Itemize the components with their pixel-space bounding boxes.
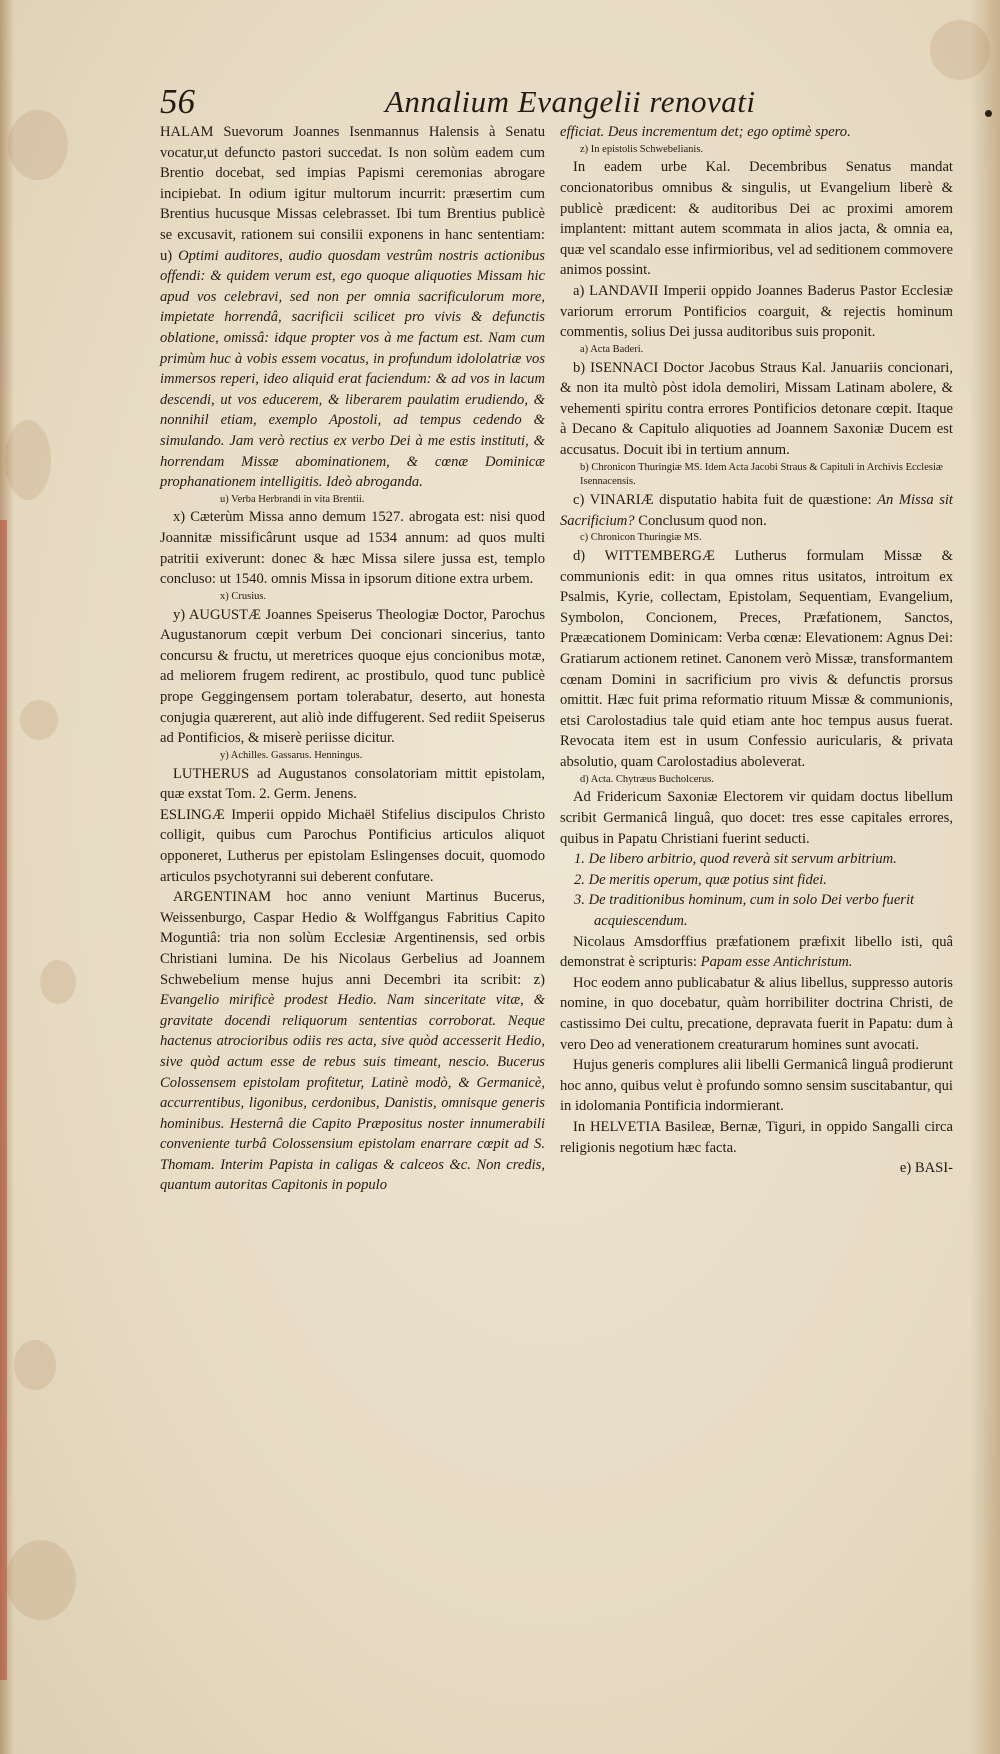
list-item: 2. De meritis operum, quæ potius sint fidei. (574, 871, 827, 888)
paragraph-hujus-generis: Hujus generis complures alii libelli Germanicâ linguâ prodierunt hoc anno, quibus velut è profundo somno sensim suscitabantur, qui in idolomania Pontificia indormierant. (560, 1057, 953, 1115)
footnote-b: b) Chronicon Thuringiæ MS. Idem Acta Jacobi Straus & Capituli in Archivis Ecclesiæ Isennacensis. (580, 461, 943, 488)
footnote-x: x) Crusius. (220, 590, 267, 602)
footnote-c: c) Chronicon Thuringiæ MS. (580, 532, 702, 544)
paragraph-wittembergae: d) WITTEMBERGÆ Lutherus formulam Missæ & communionis edit: in qua omnes ritus usitatos, introitum ex Psalmis, Kyrie, collectam, Epistolam, Sequentiam, Evangelium, Symbolon, Concionem, Preces, Præfationem, Sanctos, Prææcationem Dominicam: Verba cœnæ: Elevationem: Agnus Dei: Gratiarum actionem retinet. Canonem verò Missæ, transformantem cœnam Domini in sacrificium pro vivis & defunctis prorsus omittit. Hæc fuit prima reformatio rituum Missæ & communionis, etsi Carolostadius tale quid etiam ante hoc tempus ausus fuerat. Revocata item est in usum Confessio auricularis, & privata absolutio, quam Carolostadius aboleverat. (560, 548, 953, 771)
footnote-d: d) Acta. Chytræus Bucholcerus. (580, 773, 714, 785)
foxing-stain (8, 110, 68, 180)
footnote-u: u) Verba Herbrandi in vita Brentii. (220, 493, 365, 505)
foxing-stain (6, 1540, 76, 1620)
running-title: Annalium Evangelii renovati (385, 84, 756, 119)
paragraph-halam: HALAM Suevorum Joannes Isenmannus Halensis à Senatu vocatur,ut defuncto pastori succedat. Is non solùm eadem cum Brentio docebat, sed impias Papismi ceremonias abrogare incipiebat. In odium igitur multorum incurrit: præsertim cum Brentius hucusque Missas celebrasset. Ibi tum Brentius publicè se excusavit, rationem sui consilii exponens in hanc sententiam: u) Optimi auditores, audio quosdam vestrûm nostris actionibus offendi: & quidem verum est, ego quoque aliquoties Missam hic apud vos celebravi, sed non per omnia sacrificulorum more, impietate horrendâ, sacrificii scilicet pro vivis & defunctis oblatione, omissâ: idque propter vos à me factum est. Nam cum primùm huc à vobis essem vocatus, in profundum idololatriæ vos immersos reperi, ideo aliquid erat faciendum: & ad vos in lacum descendi, ut vos educerem, & liberarem paulatim erudiendo, & nonnihil etiam, exemplo Apostoli, ad tempus cedendo & simulando. Jam verò rectius ex verbo Dei à me estis instituti, & horrendam Missæ abominationem, & cœnæ Dominicæ prophanationem intelligitis. Ideò abroganda. (160, 124, 545, 491)
paragraph-vinariae: c) VINARIÆ disputatio habita fuit de quæstione: An Missa sit Sacrificium? Conclusum quod non. (560, 492, 953, 529)
foxing-stain (5, 420, 51, 500)
paragraph-missa-abrogata: x) Cæterùm Missa anno demum 1527. abrogata est: nisi quod Joannitæ missificârunt usque ad 1534 annum: ad quos multi patritii exiverunt: donec & hæc Missa silere jussa est, templo concluso: ut 1540. omnis Missa in ipsorum ditione extra urbem. (160, 509, 545, 588)
footnote-z: z) In epistolis Schwebelianis. (580, 143, 704, 155)
catchword: e) BASI- (899, 1160, 953, 1177)
paragraph-isennaci: b) ISENNACI Doctor Jacobus Straus Kal. Januariis concionari, & non ita multò pòst idola demoliri, Missam Latinam abolere, & vehementi spiritu contra errores Pontificios detonare cœpit. Itaque à Decano & Capitulo aliquoties ad Joannem Saxoniæ Ducem est accusatus. Docuit ibi in tertium annum. (560, 359, 953, 458)
paragraph-hoc-eodem: Hoc eodem anno publicabatur & alius libellus, suppresso autoris nomine, in quo docebatur, quàm horribiliter doctrina Christi, de castissimo Dei cultu, precatione, depravata fuerit in Papatu: dum à vero Deo ad venerationem creaturarum homines sunt avocati. (560, 974, 953, 1053)
gerbelius-quote: Evangelio mirificè prodest Hedio. Nam sinceritate vitæ, & gravitate docendi reliquorum sententias corroborat. Neque hactenus atrocioribus odiis res acta, sive quòd accesserit Hedio, sive quòd actum esse de rebus suis timeant, nescio. Bucerus Colossensem epistolam profitetur, Latinè modò, & Germanicè, accurrentibus, ligonibus, cerdonibus, Danistis, omnisque generis hominibus. Hesternâ die Capito Præpositus noster innumerabili conveniente turbâ Colossensium epistolam enarrare cœpit ad S. Thomam. Interim Papista in caligas & calceos &c. Non credis, quantum autoritas Capitonis in populo (160, 992, 545, 1194)
footnote-a: a) Acta Baderi. (580, 343, 644, 355)
foxing-stain (14, 1340, 56, 1390)
list-item: 3. De traditionibus hominum, cum in solo Dei verbo fuerit acquiescendum. (574, 892, 915, 929)
paragraph-eslingae: ESLINGÆ Imperii oppido Michaël Stifelius discipulos Christo colligit, quibus cum Parochus Pontificius articulos aliquot opponeret, Lutherus per epistolam Eslingenses docuit, quomodo articulos psychotyranni sui deberent confutare. (160, 806, 545, 885)
brentius-quote: Optimi auditores, audio quosdam vestrûm nostris actionibus offendi: & quidem verum est, ego quoque aliquoties Missam hic apud vos celebravi, sed non per omnia sacrificulorum more, impietate horrendâ, sacrificii scilicet pro vivis & defunctis oblatione, omissâ: idque propter vos à me factum est. Nam cum primùm huc à vobis essem vocatus, in profundum idololatriæ vos immersos reperi, ideo aliquid erat faciendum: & ad vos in lacum descendi, ut vos educerem, & liberarem paulatim erudiendo, & nonnihil etiam, exemplo Apostoli, ad tempus cedendo & simulando. Jam verò rectius ex verbo Dei à me estis instituti, & horrendam Missæ abominationem, & cœnæ Dominicæ prophanationem intelligitis. Ideò abroganda. (160, 247, 545, 491)
foxing-stain (20, 700, 58, 740)
paragraph-helvetia: In HELVETIA Basileæ, Bernæ, Tiguri, in oppido Sangalli circa religionis negotium hæc facta. (560, 1118, 953, 1156)
page-number: 56 (160, 82, 195, 121)
right-column (560, 122, 953, 1179)
page-edge-shadow-right (970, 0, 1000, 1754)
paragraph-augustae: y) AUGUSTÆ Joannes Speiserus Theologiæ Doctor, Parochus Augustanorum cœpit verbum Dei concionari sincerius, tanto concursu & fructu, ut meretrices quoque ejus concionibus motæ, ad meliorem frugem redirent, ac prostibulo, quod tunc publicè prope Geggingensem portam tolerabatur, deserto, aut honesta conjugia quærerent, aut aliò inde diffugerent. Sed rediit Speiserus ad Pontificios, & miserè periisse dicitur. (160, 606, 545, 747)
foxing-stain (930, 20, 990, 80)
quote-continuation: efficiat. Deus incrementum det; ego optimè spero. (560, 124, 851, 140)
paragraph-amsdorffius: Nicolaus Amsdorffius præfationem præfixit libello isti, quâ demonstrat è scripturis: Papam esse Antichristum. (560, 933, 953, 971)
paragraph-argentinam: ARGENTINAM hoc anno veniunt Martinus Bucerus, Weissenburgo, Caspar Hedio & Wolffgangus Fabritius Capito Moguntiâ: tria non solùm Ecclesiæ Argentinensis, sed orbis Christiani lumina. De his Nicolaus Gerbelius ad Joannem Schwebelium mense hujus anni Decembri ita scribit: z) Evangelio mirificè prodest Hedio. Nam sinceritate vitæ, & gravitate docendi reliquorum sententias corroborat. Neque hactenus atrocioribus odiis res acta, sive quòd accesserit Hedio, sive quòd actum esse de rebus suis timeant, nescio. Bucerus Colossensem epistolam profitetur, Latinè modò, & Germanicè, accurrentibus, ligonibus, cerdonibus, Danistis, omnisque generis hominibus. Hesternâ die Capito Præpositus noster innumerabili conveniente turbâ Colossensium epistolam enarrare cœpit ad S. Thomam. Interim Papista in caligas & calceos &c. Non credis, quantum autoritas Capitonis in populo (160, 889, 545, 1194)
foxing-stain (40, 960, 76, 1004)
binding-red-edge (0, 520, 7, 1680)
left-column (160, 122, 545, 1196)
paragraph-landavii: a) LANDAVII Imperii oppido Joannes Baderus Pastor Ecclesiæ variorum errorum Pontificios coarguit, & rejectis hominum commentis, solius Dei jussa auditoribus suis proponit. (560, 282, 953, 341)
paragraph-fridericum: Ad Fridericum Saxoniæ Electorem vir quidam doctus libellum scribit Germanicâ linguâ, quo docet: tres esse capitales errores, quibus in Papatu Christiani fuerint seducti. (560, 789, 953, 847)
list-item: 1. De libero arbitrio, quod reverà sit servum arbitrium. (574, 851, 897, 868)
footnote-y: y) Achilles. Gassarus. Henningus. (220, 749, 363, 761)
paragraph-lutherus: LUTHERUS ad Augustanos consolatoriam mittit epistolam, quæ exstat Tom. 2. Germ. Jenens. (160, 765, 545, 803)
paragraph-senatus: In eadem urbe Kal. Decembribus Senatus mandat concionatoribus omnibus & singulis, ut Evangelium liberè & publicè prædicent: & auditoribus Dei ac proximi amorem implantent: mittant autem scommata in alios jacta, & omnia ea, quæ vel scandalo esse infirmioribus, vel ad seditionem commovere animos possint. (560, 159, 953, 279)
